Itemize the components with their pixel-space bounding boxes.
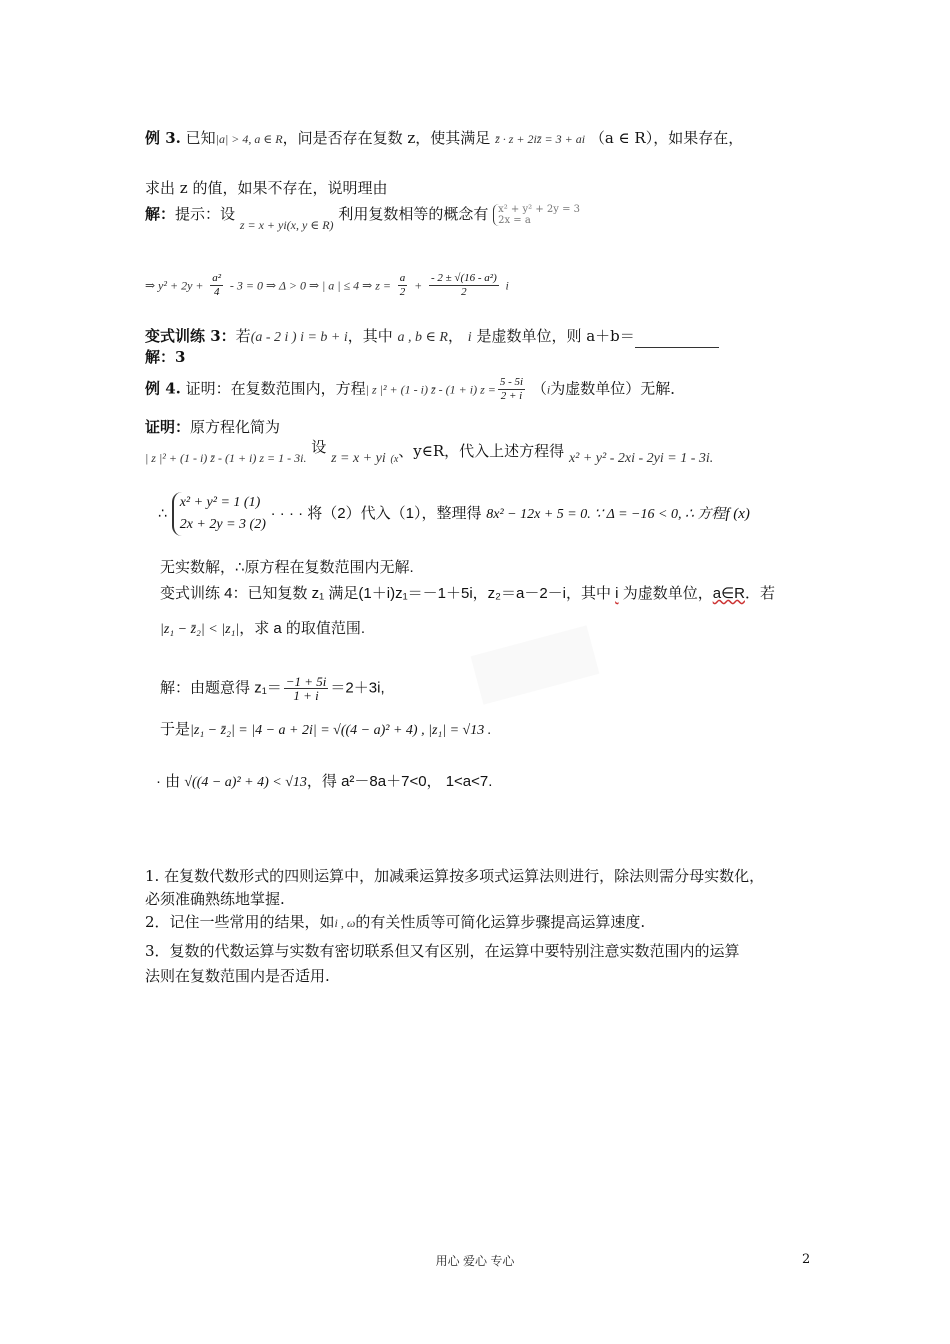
var4-text4: ，求 a 的取值范围. — [239, 620, 366, 637]
ex4-simplified: | z |² + (1 - i) z̄ - (1 + i) z = 1 - 3i. — [145, 451, 307, 465]
var3-expr: (a - 2 i ) i = b + i — [250, 330, 348, 345]
var4-by: · 由 — [156, 773, 181, 790]
var3-blank — [635, 333, 719, 348]
var4-frac-num: −1 + 5i — [285, 674, 327, 689]
ex3-equation: z̄ · z + 2iz̄ = 3 + ai — [495, 132, 586, 146]
ex3-sys-top: x² + y² + 2y = 3 — [498, 204, 580, 215]
ex3-known: 已知 — [185, 129, 216, 147]
ex3-label: 例 3. — [145, 129, 181, 147]
var3-text2: ，其中 — [347, 327, 393, 345]
ex3-line2: 求出 z 的值，如果不存在，说明理由 — [145, 179, 388, 197]
ex3-sol-hint: 提示：设 — [175, 205, 236, 223]
ex3-i: i — [505, 278, 509, 293]
var4-get: ，得 a²－8a＋7<0， 1<a<7. — [306, 773, 493, 790]
ex3-line1 — [145, 128, 743, 149]
ex4-fx: f (x) — [725, 506, 750, 522]
page-number: 2 — [802, 1252, 811, 1267]
summary-p3b: 法则在复数范围内是否适用. — [145, 967, 330, 985]
var4-text1: 已知复数 z₁ 满足(1＋i)z₁＝－1＋5i，z₂＝a－2－i，其中 — [247, 585, 611, 602]
ex3-sol-label: 解： — [145, 205, 176, 223]
ex3-frac2-num: a — [399, 272, 406, 284]
summary-p3a: 3．复数的代数运算与实数有密切联系但又有区别，在运算中要特别注意实数范围内的运算 — [145, 942, 740, 960]
summary-p2 — [145, 912, 645, 933]
ex4-sys2: 2x + 2y = 3 (2) — [179, 517, 266, 532]
ex4-frac-num: 5 - 5i — [499, 376, 524, 388]
ex4-sys1: x² + y² = 1 (1) — [179, 495, 261, 510]
ex4-xpar: (x — [390, 454, 399, 465]
var4-cond: |z₁ − z̄₂| < |z₁| — [160, 622, 240, 637]
ex3-sol-text: 利用复数相等的概念有 — [338, 205, 489, 223]
var3-ans: 3 — [175, 348, 186, 366]
var3-vars: a , b ∈ R — [397, 330, 448, 345]
ex3-frac3 — [429, 272, 499, 299]
ex4-expanded: x² + y² - 2xi - 2yi = 1 - 3i. — [568, 451, 714, 466]
var4-so: 于是 — [160, 721, 191, 738]
ex4-simplified-line — [145, 438, 714, 470]
ex4-system — [172, 492, 266, 536]
var4-z1-res: ＝2＋3i, — [330, 679, 385, 697]
ex3-deriv-a: ⇒ y² + 2y + — [145, 278, 204, 293]
ex4-text2: （ — [531, 379, 547, 398]
ex4-frac — [498, 376, 525, 403]
var4-by-expr: √((4 − a)² + 4) < √13 — [184, 775, 307, 790]
var4-frac — [284, 675, 329, 702]
ex4-eq-left: | z |² + (1 - i) z̄ - (1 + i) z = — [365, 382, 496, 397]
ex3-a-in-r: （a ∈ R），如果存在， — [589, 129, 744, 147]
var3-ans-label: 解： — [145, 348, 176, 366]
var3-ivar: i — [467, 330, 472, 345]
ex4-text1: 证明：在复数范围内，方程 — [185, 379, 366, 398]
summary-p2var: i , ω — [334, 916, 356, 930]
var4-line1 — [160, 584, 775, 604]
ex4-label: 例 4. — [145, 379, 181, 398]
ex3-frac1-num: a² — [212, 272, 222, 284]
var4-so-expr: |z₁ − z̄₂| = |4 − a + 2i| = √((4 − a)² + 4) , |z₁| = √13 . — [190, 723, 492, 738]
ex4-text3: 为虚数单位）无解． — [550, 379, 686, 398]
var4-line2 — [160, 619, 365, 640]
var3-text3: ， — [447, 327, 463, 345]
ex3-frac3-num: - 2 ± √(16 - a²) — [430, 272, 497, 284]
ex3-setz: z = x + yi(x, y ∈ R) — [239, 218, 334, 232]
ex3-cond: |a| > 4, a ∈ R — [215, 132, 283, 146]
summary-p2b: 的有关性质等可简化运算步骤提高运算速度. — [355, 913, 646, 931]
ex3-frac2 — [398, 272, 408, 299]
ex3-plus: + — [414, 278, 423, 293]
var4-so-line — [160, 720, 491, 741]
var4-ainr: a∈R — [712, 585, 745, 602]
page-footer: 用心 爱心 专心 — [435, 1254, 515, 1268]
var4-text3: ．若 — [744, 585, 775, 602]
var3-text4: 是虚数单位，则 a＋b＝ — [476, 327, 635, 345]
var4-sol-label: 解：由题意得 — [160, 679, 251, 697]
var3-label: 变式训练 3： — [145, 327, 236, 345]
var4-z1: z₁＝ — [254, 679, 282, 697]
ex3-solution — [145, 204, 580, 232]
var3-text1: 若 — [235, 327, 251, 345]
ex4-line1 — [145, 376, 685, 403]
var4-text2: 为虚数单位， — [622, 585, 713, 602]
var3-line — [145, 326, 719, 348]
var4-label: 变式训练 4： — [160, 585, 248, 602]
ex4-proof-label: 证明： — [145, 418, 191, 436]
ex3-deriv-b: - 3 = 0 ⇒ Δ > 0 ⇒ | a | ≤ 4 ⇒ z = — [229, 278, 392, 293]
ex4-conclusion: 无实数解，∴原方程在复数范围内无解. — [160, 559, 414, 576]
ex3-q1: ，问是否存在复数 z，使其满足 — [282, 129, 491, 147]
ex3-frac2-den: 2 — [399, 286, 406, 298]
ex4-set: 设 — [311, 438, 327, 456]
ex4-zdef: z = x + yi — [331, 451, 386, 466]
ex4-proof — [145, 417, 280, 437]
ex3-frac3-den: 2 — [461, 286, 467, 298]
summary-p1a: 1. 在复数代数形式的四则运算中，加减乘运算按多项式运算法则进行，除法则需分母实数化， — [145, 867, 765, 885]
summary-p2a: 2．记住一些常用的结果，如 — [145, 913, 335, 931]
ex4-sys-after: · · · · 将（2）代入（1），整理得 — [270, 505, 482, 522]
ex4-sys-eq: 8x² − 12x + 5 = 0. ∵ Δ = −16 < 0, ∴ 方程 — [486, 507, 726, 522]
var4-frac-den: 1 + i — [293, 688, 319, 703]
ex4-proof-text: 原方程化简为 — [190, 418, 281, 436]
ex4-system-line: ∴ x² + y² = 1 (1) 2x + 2y = 3 (2) · · · · 将（2）代入（1），整理得 8x² − 12x + 5 = 0. ∵ Δ = −16 < 0, ∴ 方程f (x) — [158, 492, 750, 536]
var4-by-line — [156, 772, 492, 793]
ex3-derivation — [145, 272, 509, 299]
summary-p1b: 必须准确熟练地掌握. — [145, 890, 285, 908]
ex4-frac-den: 2 + i — [500, 390, 523, 402]
ex3-frac1-den: 4 — [213, 286, 220, 298]
var3-answer — [145, 347, 185, 367]
var4-solution — [160, 675, 385, 702]
watermark — [471, 625, 600, 704]
ex4-ivar: i — [546, 382, 551, 397]
ex3-system — [493, 204, 580, 226]
ex3-sys-bot: 2x = a — [498, 215, 531, 226]
ex3-frac1 — [210, 272, 223, 299]
var4-ivar: i — [615, 585, 619, 602]
ex4-text4: 、y∈R，代入上述方程得 — [398, 442, 565, 460]
